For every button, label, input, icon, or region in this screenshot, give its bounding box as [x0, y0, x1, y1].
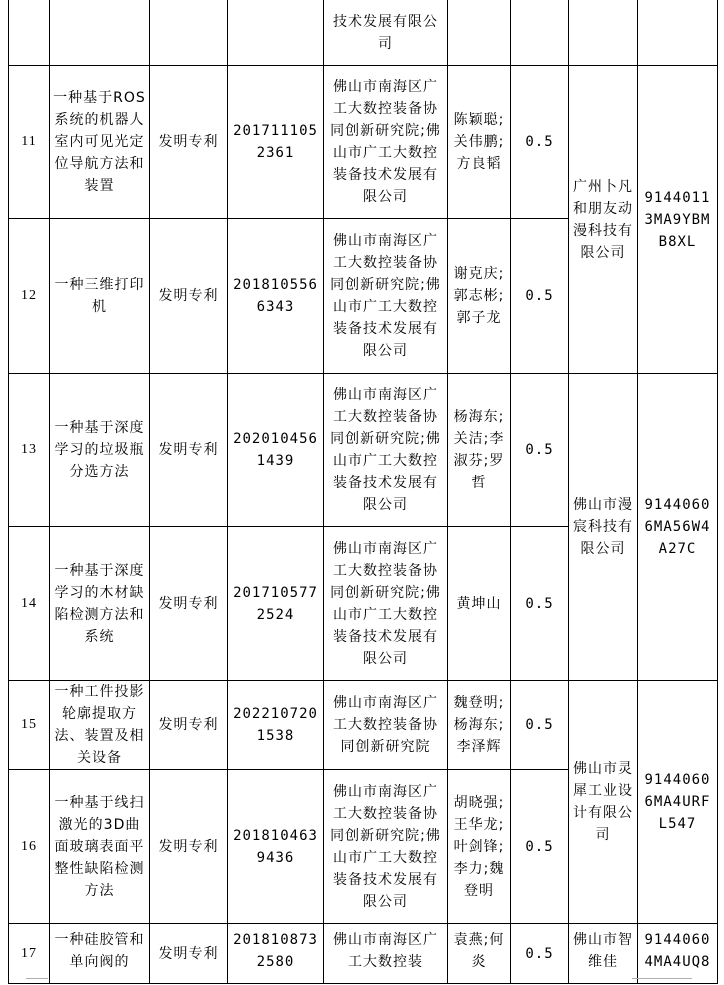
ratio: 0.5	[511, 374, 569, 527]
table-row	[9, 66, 718, 219]
row-number: 12	[9, 219, 50, 374]
ratio: 0.5	[511, 681, 569, 770]
credit-code: 91440606MA4URFL547	[638, 681, 718, 924]
table-row	[9, 374, 718, 527]
row-number: 14	[9, 527, 50, 681]
inventors: 魏登明;杨海东;李泽辉	[448, 681, 511, 770]
patent-number: 2017111052361	[228, 66, 324, 219]
credit-code: 91440113MA9YBMB8XL	[638, 66, 718, 374]
row-number: 16	[9, 770, 50, 924]
licensee: 佛山市灵犀工业设计有限公司	[569, 681, 638, 924]
patent-number: 2018104639436	[228, 770, 324, 924]
inventors: 袁燕;何炎	[448, 924, 511, 984]
patent-type: 发明专利	[150, 924, 228, 984]
table-row	[9, 681, 718, 770]
patent-number	[228, 0, 324, 66]
ratio: 0.5	[511, 66, 569, 219]
patent-type: 发明专利	[150, 527, 228, 681]
patent-title: 一种硅胶管和单向阀的	[50, 924, 150, 984]
patent-number: 2018108732580	[228, 924, 324, 984]
licensee: 佛山市漫宸科技有限公司	[569, 374, 638, 681]
patent-holder: 佛山市南海区广工大数控装备协同创新研究院;佛山市广工大数控装备技术发展有限公司	[324, 66, 448, 219]
patent-holder: 佛山市南海区广工大数控装备协同创新研究院	[324, 681, 448, 770]
ratio: 0.5	[511, 770, 569, 924]
inventors	[448, 0, 511, 66]
patent-holder: 佛山市南海区广工大数控装备协同创新研究院;佛山市广工大数控装备技术发展有限公司	[324, 374, 448, 527]
table-row	[9, 924, 718, 984]
ratio: 0.5	[511, 527, 569, 681]
patent-type: 发明专利	[150, 219, 228, 374]
patent-title: 一种基于深度学习的木材缺陷检测方法和系统	[50, 527, 150, 681]
inventors: 陈颖聪;关伟鹏;方良韬	[448, 66, 511, 219]
inventors: 胡晓强;王华龙;叶剑锋;李力;魏登明	[448, 770, 511, 924]
patent-type: 发明专利	[150, 374, 228, 527]
credit-code: 91440604MA4UQ8	[638, 924, 718, 984]
patent-holder: 佛山市南海区广工大数控装	[324, 924, 448, 984]
ratio: 0.5	[511, 924, 569, 984]
patent-holder: 佛山市南海区广工大数控装备协同创新研究院;佛山市广工大数控装备技术发展有限公司	[324, 770, 448, 924]
patent-number: 2020104561439	[228, 374, 324, 527]
row-number: 15	[9, 681, 50, 770]
patent-holder: 佛山市南海区广工大数控装备协同创新研究院;佛山市广工大数控装备技术发展有限公司	[324, 219, 448, 374]
table-row	[9, 0, 718, 66]
row-number: 11	[9, 66, 50, 219]
ratio: 0.5	[511, 219, 569, 374]
inventors: 黄坤山	[448, 527, 511, 681]
licensee: 广州卜凡和朋友动漫科技有限公司	[569, 66, 638, 374]
patent-title: 一种基于深度学习的垃圾瓶分选方法	[50, 374, 150, 527]
licensee	[569, 0, 638, 66]
patent-holder: 技术发展有限公司	[324, 0, 448, 66]
patent-title: 一种工件投影轮廓提取方法、装置及相关设备	[50, 681, 150, 770]
patent-title	[50, 0, 150, 66]
patent-title: 一种基于ROS系统的机器人室内可见光定位导航方法和装置	[50, 66, 150, 219]
inventors: 杨海东;关洁;李淑芬;罗哲	[448, 374, 511, 527]
row-number: 13	[9, 374, 50, 527]
row-number: 17	[9, 924, 50, 984]
patent-type: 发明专利	[150, 770, 228, 924]
patent-type	[150, 0, 228, 66]
patent-holder: 佛山市南海区广工大数控装备协同创新研究院;佛山市广工大数控装备技术发展有限公司	[324, 527, 448, 681]
patent-type: 发明专利	[150, 681, 228, 770]
credit-code: 91440606MA56W4A27C	[638, 374, 718, 681]
ratio	[511, 0, 569, 66]
patent-number: 2017105772524	[228, 527, 324, 681]
patent-number: 2022107201538	[228, 681, 324, 770]
patent-title: 一种基于线扫激光的3D曲面玻璃表面平整性缺陷检测方法	[50, 770, 150, 924]
licensee: 佛山市智维佳	[569, 924, 638, 984]
patent-title: 一种三维打印机	[50, 219, 150, 374]
patent-type: 发明专利	[150, 66, 228, 219]
inventors: 谢克庆;郭志彬;郭子龙	[448, 219, 511, 374]
row-number	[9, 0, 50, 66]
patent-table	[8, 0, 718, 984]
credit-code	[638, 0, 718, 66]
patent-number: 2018105566343	[228, 219, 324, 374]
